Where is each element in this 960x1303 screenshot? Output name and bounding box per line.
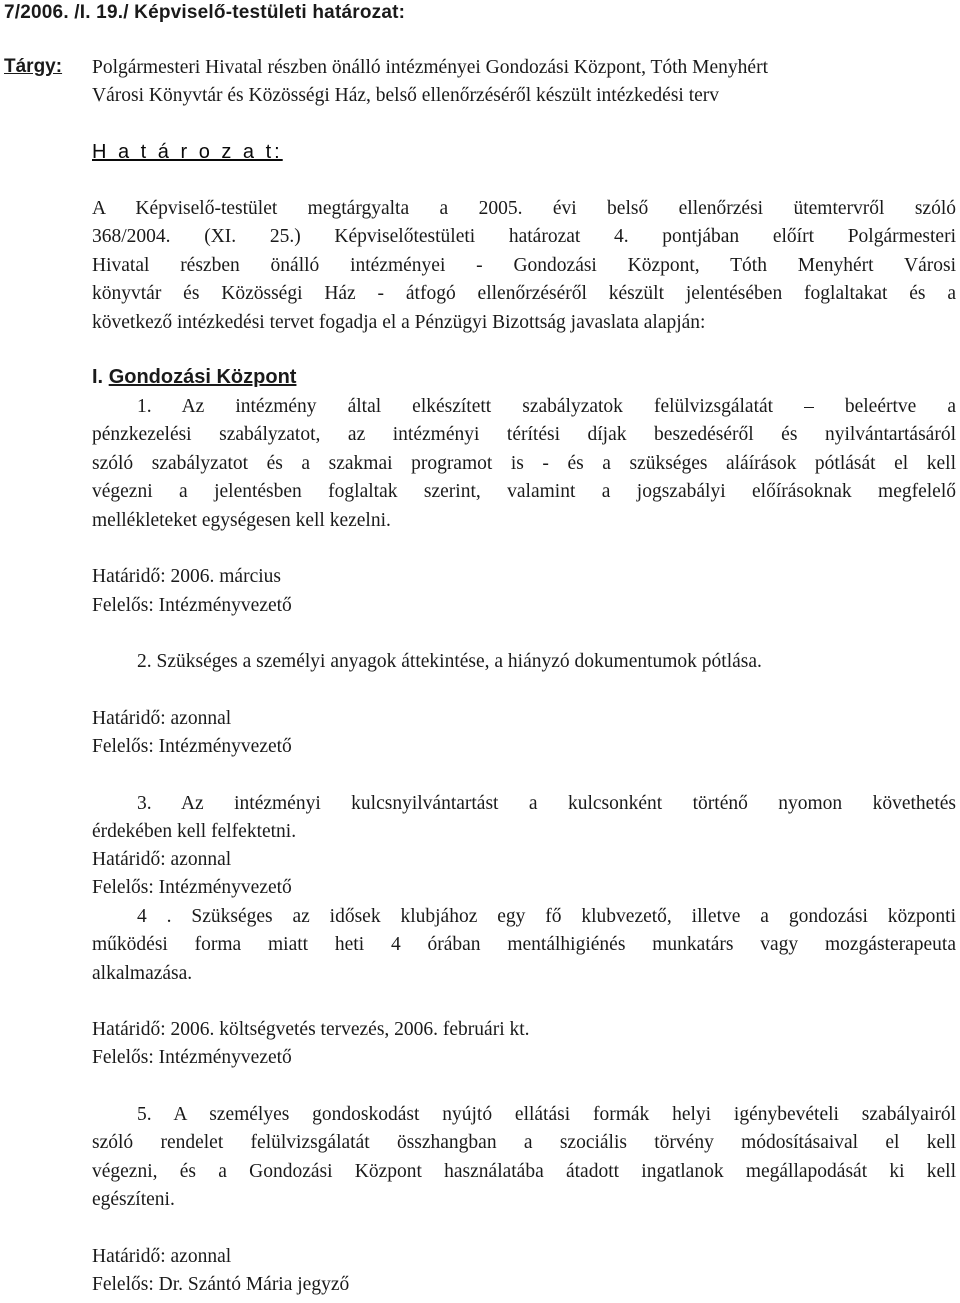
item-line: érdekében kell felfektetni.	[92, 821, 297, 842]
responsible: Felelős: Dr. Szántó Mária jegyző	[92, 1274, 350, 1295]
intro-line: A Képviselő-testület megtárgyalta a 2005. évi belső ellenőrzési ütemtervről szóló	[92, 198, 956, 219]
item-line: 3. Az intézményi kulcsnyilvántartást a kulcsonként történő nyomon követhetés	[137, 793, 956, 814]
resolution-title: H a t á r o z a t:	[92, 141, 283, 163]
responsible: Felelős: Intézményvezető	[92, 1047, 292, 1068]
item-line: egészíteni.	[92, 1189, 175, 1210]
item-line: 5. A személyes gondoskodást nyújtó ellátási formák helyi igénybevételi szabályairól	[137, 1104, 956, 1125]
item-line: 2. Szükséges a személyi anyagok áttekintése, a hiányzó dokumentumok pótlása.	[137, 651, 762, 672]
intro-line: 368/2004. (XI. 25.) Képviselőtestületi határozat 4. pontjában előírt Polgármesteri	[92, 226, 956, 247]
deadline: Határidő: 2006. költségvetés tervezés, 2006. februári kt.	[92, 1019, 530, 1040]
item-line: 4 . Szükséges az idősek klubjához egy fő klubvezető, illetve a gondozási központi	[137, 906, 956, 927]
item-line: szóló szabályzatot és a szakmai programot is - és a szükséges aláírások pótlását el kell	[92, 453, 956, 474]
responsible: Felelős: Intézményvezető	[92, 595, 292, 616]
item-line: végezni, és a Gondozási Központ használatába átadott ingatlanok megállapodását ki kell	[92, 1161, 956, 1182]
intro-line: könyvtár és Közösségi Ház - átfogó ellenőrzéséről készült jelentésében foglaltakat és a	[92, 283, 956, 304]
item-line: pénzkezelési szabályzatot, az intézményi térítési díjak beszedéséről és nyilvántartásáról	[92, 424, 956, 445]
subject-label: Tárgy:	[4, 56, 63, 77]
deadline: Határidő: azonnal	[92, 708, 232, 729]
section-title	[92, 366, 296, 389]
deadline: Határidő: azonnal	[92, 1246, 232, 1267]
item-line: 1. Az intézmény által elkészített szabályzatok felülvizsgálatát – beleértve a	[137, 396, 956, 417]
intro-line: Hivatal részben önálló intézményei - Gondozási Központ, Tóth Menyhért Városi	[92, 255, 956, 276]
item-line: alkalmazása.	[92, 963, 193, 984]
subject-line: Városi Könyvtár és Közösségi Ház, belső ellenőrzéséről készült intézkedési terv	[92, 85, 720, 106]
resolution-heading: 7/2006. /I. 19./ Képviselő-testületi határozat:	[4, 2, 406, 23]
section-number: I.	[92, 366, 104, 388]
item-line: szóló rendelet felülvizsgálatát összhangban a szociális törvény módosításaival el kell	[92, 1132, 956, 1153]
item-line: végezni a jelentésben foglaltak szerint, valamint a jogszabályi előírásoknak megfelelő	[92, 481, 956, 502]
subject-line: Polgármesteri Hivatal részben önálló intézményei Gondozási Központ, Tóth Menyhért	[92, 57, 768, 78]
section-name: Gondozási Központ	[108, 366, 297, 388]
item-line: működési forma miatt heti 4 órában mentálhigiénés munkatárs vagy mozgásterapeuta	[92, 934, 956, 955]
responsible: Felelős: Intézményvezető	[92, 877, 292, 898]
intro-line: következő intézkedési tervet fogadja el a Pénzügyi Bizottság javaslata alapján:	[92, 312, 706, 333]
item-line: mellékleteket egységesen kell kezelni.	[92, 510, 391, 531]
responsible: Felelős: Intézményvezető	[92, 736, 292, 757]
deadline: Határidő: azonnal	[92, 849, 232, 870]
deadline: Határidő: 2006. március	[92, 566, 281, 587]
